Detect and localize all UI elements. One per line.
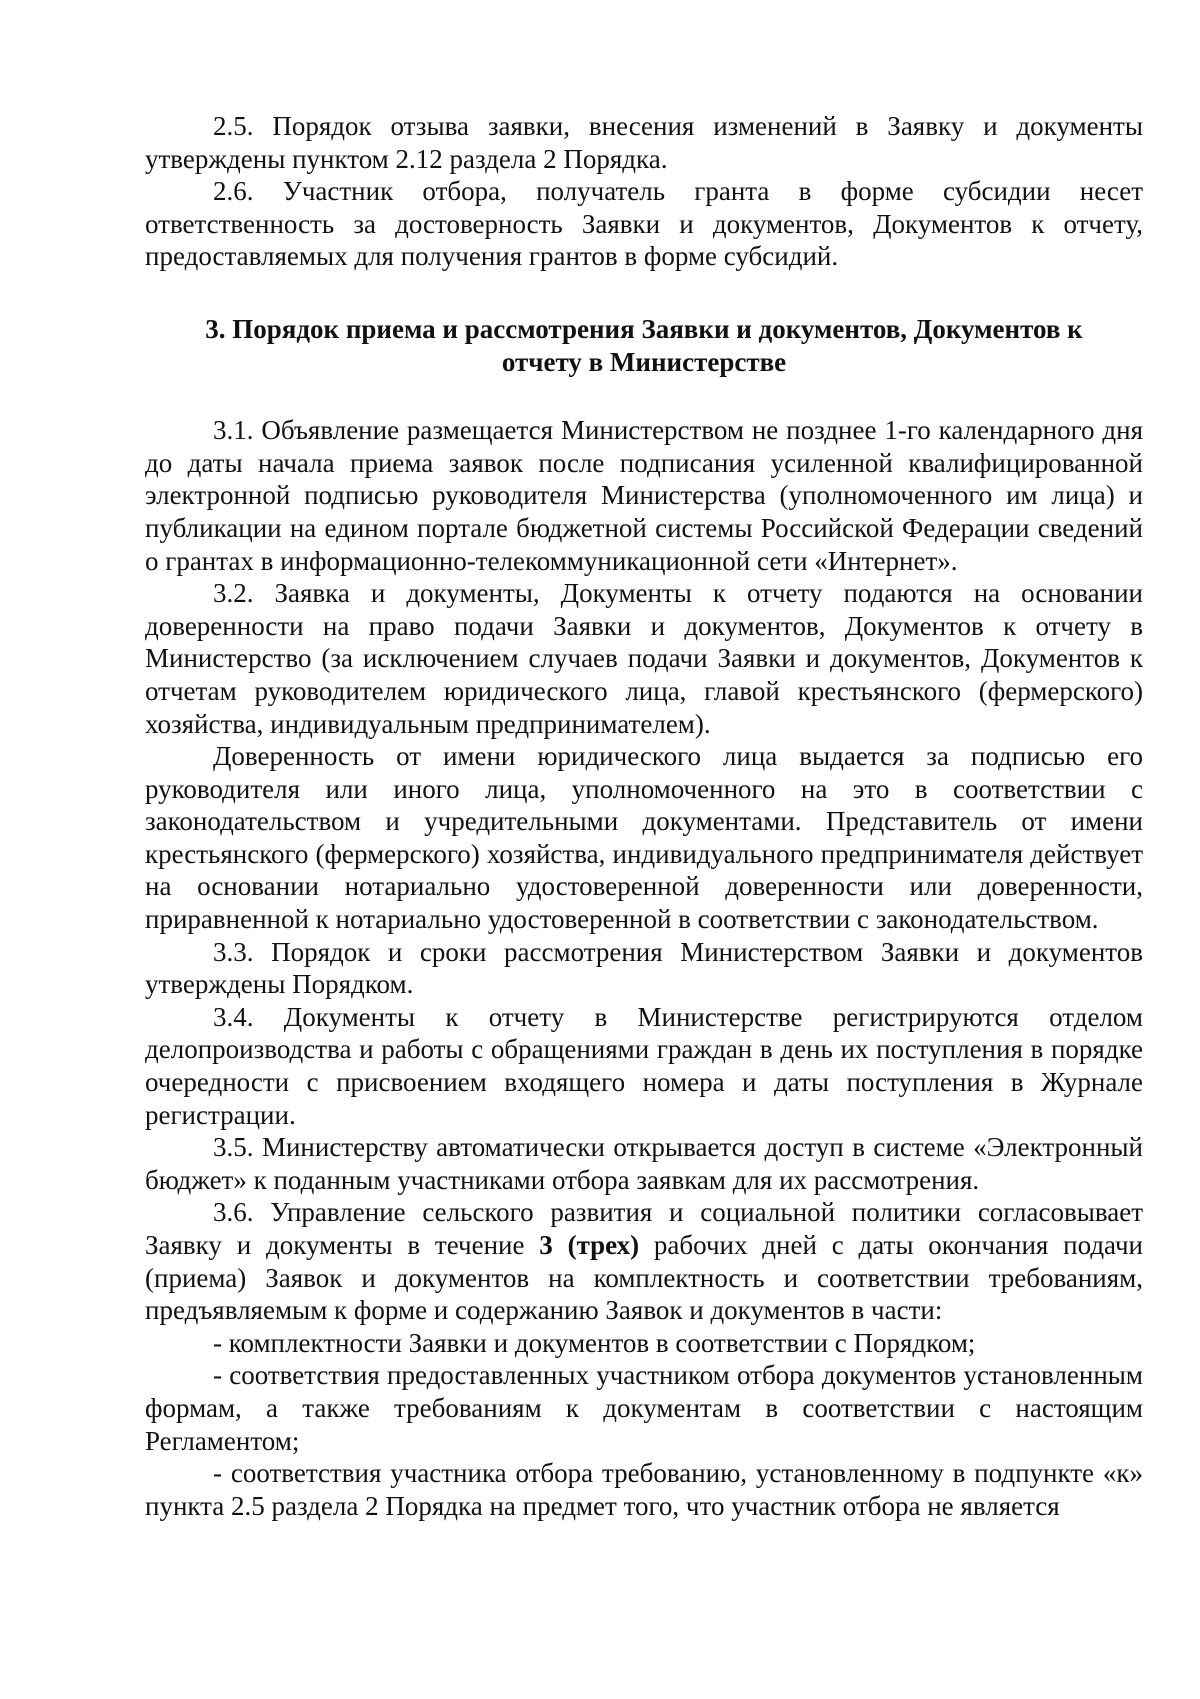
section-3-heading	[145, 313, 1143, 378]
list-item-form-compliance: - соответствия предоставленных участником отбора документов установленным формам, а также требованиям к документам в соответствии с настоящим Регламентом;	[145, 1360, 1143, 1456]
clause-3-6-text-start: 3.6. Управление сельского развития и социальной политики согласовывает Заявку и документы в течение	[145, 1197, 1143, 1260]
power-of-attorney-paragraph: Доверенность от имени юридического лица выдается за подписью его руководителя или иного лица, уполномоченного на это в соответствии с законодательством и учредительными документами. Представитель от имени крестьянского (фермерского) хозяйства, индивидуального предпринимателя действует на основании нотариально удостоверенной доверенности или доверенности, приравненной к нотариально удостоверенной в соответствии с законодательством.	[145, 741, 1143, 935]
clause-3-6	[145, 1196, 1143, 1326]
list-item-participant-requirement: - соответствия участника отбора требованию, установленному в подпункте «к» пункта 2.5 раздела 2 Порядка на предмет того, что участник отбора не является	[145, 1458, 1143, 1521]
section-3-heading-line-1: 3. Порядок приема и рассмотрения Заявки и документов, Документов к	[205, 313, 1083, 344]
clause-3-6-text-end: рабочих дней с даты окончания подачи (приема) Заявок и документов на комплектность и соответствии требованиям, предъявляемым к форме и содержанию Заявок и документов в части:	[145, 1230, 1143, 1326]
document-page	[145, 110, 1143, 1522]
clause-2-5: 2.5. Порядок отзыва заявки, внесения изменений в Заявку и документы утверждены пунктом 2.12 раздела 2 Порядка.	[145, 111, 1143, 174]
clause-3-3: 3.3. Порядок и сроки рассмотрения Министерством Заявки и документов утверждены Порядком.	[145, 936, 1143, 1000]
clause-3-5: 3.5. Министерству автоматически открывается доступ в системе «Электронный бюджет» к поданным участниками отбора заявкам для их рассмотрения.	[145, 1132, 1143, 1195]
clause-2-6: 2.6. Участник отбора, получатель гранта в форме субсидии несет ответственность за достоверность Заявки и документов, Документов к отчету, предоставляемых для получения грантов в форме субсидий.	[145, 176, 1143, 272]
clause-3-4: 3.4. Документы к отчету в Министерстве регистрируются отделом делопроизводства и работы с обращениями граждан в день их поступления в порядке очередности с присвоением входящего номера и даты поступления в Журнале регистрации.	[145, 1001, 1143, 1130]
list-item-completeness: - комплектности Заявки и документов в соответствии с Порядком;	[213, 1327, 976, 1358]
clause-3-1: 3.1. Объявление размещается Министерством не позднее 1-го календарного дня до даты начала приема заявок после подписания усиленной квалифицированной электронной подписью руководителя Министерства (уполномоченного им лица) и публикации на едином портале бюджетной системы Российской Федерации сведений о грантах в информационно-телекоммуникационной сети «Интернет».	[145, 415, 1143, 576]
clause-3-6-days-count: 3 (трех)	[539, 1230, 640, 1260]
clause-3-2: 3.2. Заявка и документы, Документы к отчету подаются на основании доверенности на право подачи Заявки и документов, Документов к отчету в Министерство (за исключением случаев подачи Заявки и документов, Документов к отчетам руководителем юридического лица, главой крестьянского (фермерского) хозяйства, индивидуальным предпринимателем).	[145, 578, 1143, 739]
section-3-heading-line-2: отчету в Министерстве	[501, 346, 787, 377]
